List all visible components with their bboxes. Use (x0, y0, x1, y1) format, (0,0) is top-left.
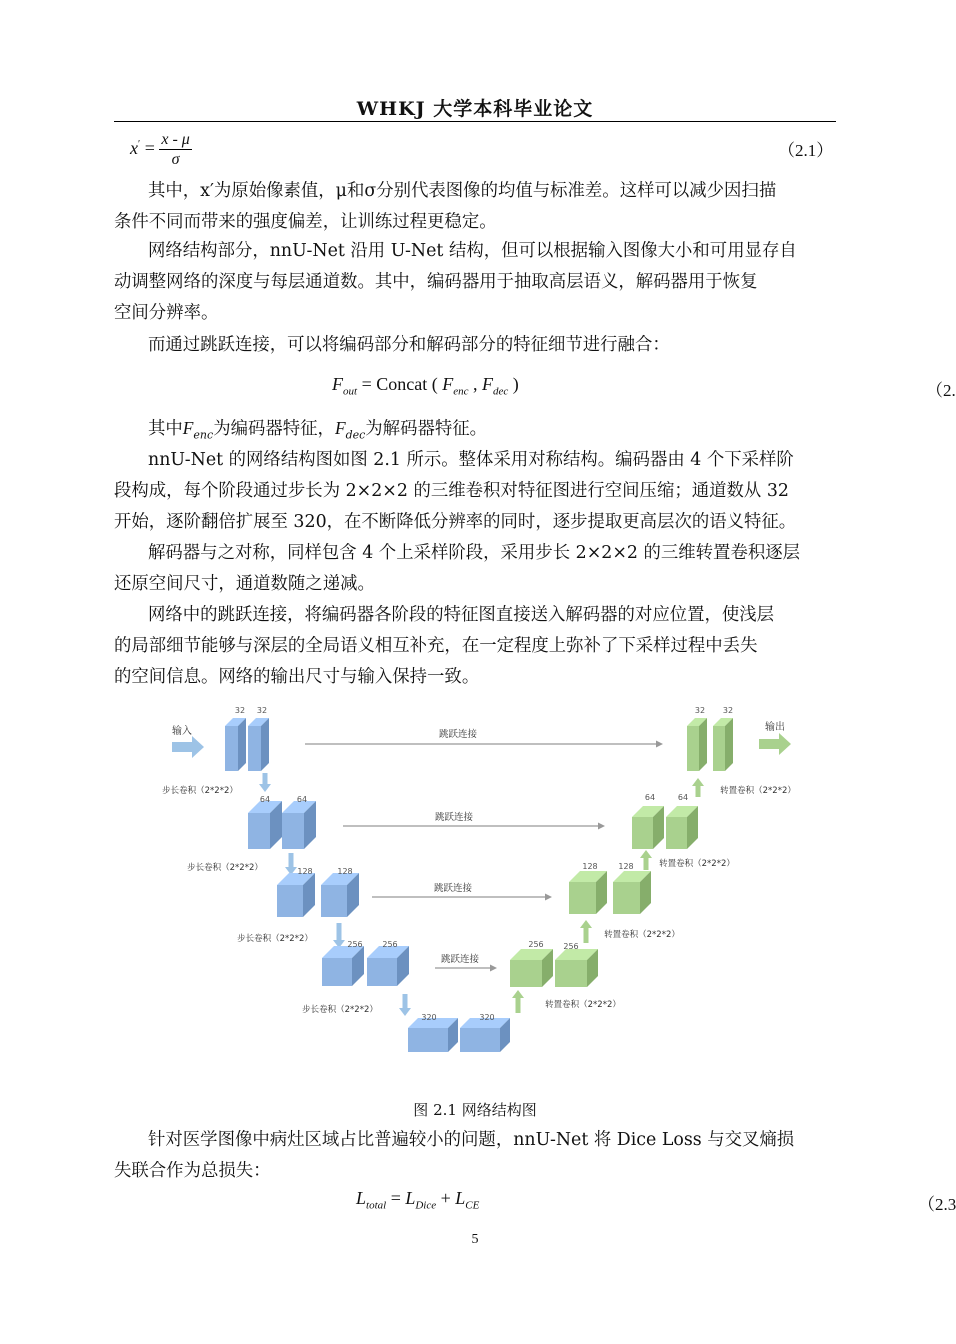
equation-2-2: $F_{out}$ = Concat ( $F_{enc}$ , $F_{dec}$ ) (332, 374, 519, 398)
skip-connection-arrow-head (545, 894, 552, 901)
decoder-block-2b (666, 817, 687, 849)
upsample-arrow-head (640, 850, 652, 858)
paragraph-line: 网络结构部分，nnU-Net 沿用 U-Net 结构，但可以根据输入图像大小和可用显存自 (148, 241, 797, 261)
downsample-arrow (263, 773, 268, 785)
decoder-block-4b (555, 960, 587, 987)
paragraph-line: 解码器与之对称，同样包含 4 个上采样阶段，采用步长 2×2×2 的三维转置卷积逐层 (148, 543, 801, 563)
encoder-channel-label: 256 (382, 940, 398, 949)
input-arrow (172, 736, 204, 758)
page-header-title: WHKJ 大学本科毕业论文 (356, 98, 594, 120)
paragraph-6 (114, 538, 838, 600)
encoder-channel-label: 128 (297, 867, 313, 876)
paragraph-line: 其中，x′为原始像素值，μ和σ分别代表图像的均值与标准差。这样可以减少因扫描 (148, 181, 777, 201)
decoder-channel-label: 256 (563, 942, 579, 951)
downsample-arrow-head (399, 1008, 411, 1016)
decoder-channel-label: 32 (694, 706, 706, 715)
encoder-block-4a (322, 958, 352, 986)
skip-connection-arrow-head (656, 741, 663, 748)
paragraph-2 (114, 236, 838, 329)
skip-connection-label: 跳跃连接 (433, 883, 473, 894)
network-architecture-figure (150, 700, 810, 1060)
paragraph-line: 而通过跳跃连接，可以将编码部分和解码部分的特征细节进行融合： (148, 335, 670, 355)
equation-2-1: x′ = $\frac{x - \mu}{\sigma}$ (130, 131, 190, 168)
paragraph-7 (114, 600, 838, 693)
decoder-channel-label: 64 (644, 793, 656, 802)
bottleneck-channel-label: 320 (421, 1013, 437, 1022)
paragraph-line: 空间分辨率。 (114, 303, 219, 323)
upsample-arrow (584, 927, 589, 943)
paragraph-line: nnU-Net 的网络结构图如图 2.1 所示。整体采用对称结构。编码器由 4 个下采样阶 (148, 450, 794, 470)
figure-caption: 图 2.1 网络结构图 (413, 1101, 537, 1119)
header-rule (114, 121, 836, 122)
encoder-block-2b (282, 813, 304, 849)
downsample-arrow (403, 994, 408, 1009)
equation-2-1-number: （2.1） (778, 141, 834, 160)
decoder-block-1b-side (725, 718, 733, 771)
encoder-block-1b-side (261, 718, 269, 771)
decoder-channel-label: 128 (618, 862, 634, 871)
skip-connection-arrow-head (598, 823, 605, 830)
downsample-arrow-head (259, 784, 271, 792)
paragraph-line: 段构成，每个阶段通过步长为 2×2×2 的三维卷积对特征图进行空间压缩；通道数从 32 (114, 481, 789, 501)
encoder-block-1a (225, 726, 238, 771)
decoder-channel-label: 128 (582, 862, 598, 871)
skip-connection-label: 跳跃连接 (438, 729, 478, 740)
upsample-arrow (516, 997, 521, 1013)
downsample-label: 步长卷积（2*2*2） (237, 934, 313, 944)
decoder-block-3b (613, 882, 640, 914)
bottleneck-block-a (408, 1028, 448, 1052)
encoder-channel-label: 128 (337, 867, 353, 876)
equation-2-3-number: （2.3 (918, 1195, 956, 1214)
paragraph-line: 条件不同而带来的强度偏差，让训练过程更稳定。 (114, 212, 497, 232)
decoder-block-1b (713, 726, 725, 771)
paragraph-line: 开始，逐阶翻倍扩展至 320，在不断降低分辨率的同时，逐步提取更高层次的语义特征。 (114, 512, 797, 532)
decoder-block-2a (632, 817, 653, 849)
upsample-arrow-head (692, 778, 704, 786)
upsample-label: 转置卷积（2*2*2） (545, 1000, 621, 1010)
paragraph-8 (114, 1125, 838, 1187)
paragraph-line: 的空间信息。网络的输出尺寸与输入保持一致。 (114, 667, 480, 687)
decoder-block-1a-side (699, 718, 707, 771)
encoder-channel-label: 32 (256, 706, 268, 715)
decoder-channel-label: 64 (677, 793, 689, 802)
encoder-block-1b (248, 726, 261, 771)
encoder-block-1a-side (238, 718, 246, 771)
downsample-arrow (289, 853, 294, 868)
decoder-block-1a (687, 726, 699, 771)
page-number: 5 (471, 1232, 479, 1247)
output-arrow (759, 733, 791, 755)
equation-2-2-number: （2. (926, 381, 956, 400)
downsample-label: 步长卷积（2*2*2） (187, 863, 263, 873)
skip-connection-label: 跳跃连接 (440, 954, 480, 965)
paragraph-line: 针对医学图像中病灶区域占比普遍较小的问题，nnU-Net 将 Dice Loss 与交叉熵损 (148, 1130, 795, 1150)
upsample-label: 转置卷积（2*2*2） (720, 786, 796, 796)
encoder-channel-label: 64 (259, 795, 271, 804)
bottleneck-block-b (460, 1028, 500, 1052)
decoder-channel-label: 32 (722, 706, 734, 715)
paragraph-line: 动调整网络的深度与每层通道数。其中，编码器用于抽取高层语义，解码器用于恢复 (114, 272, 758, 292)
bottleneck-channel-label: 320 (479, 1013, 495, 1022)
paragraph-line: 的局部细节能够与深层的全局语义相互补充，在一定程度上弥补了下采样过程中丢失 (114, 636, 758, 656)
paragraph-line: 其中$F_{enc}$为编码器特征，$F_{dec}$为解码器特征。 (148, 418, 488, 442)
decoder-channel-label: 256 (528, 940, 544, 949)
paragraph-3 (114, 330, 838, 361)
paragraph-1 (114, 176, 838, 238)
paragraph-line: 还原空间尺寸，通道数随之递减。 (114, 574, 375, 594)
decoder-block-3a (569, 882, 596, 914)
decoder-block-4a (510, 960, 542, 987)
downsample-label: 步长卷积（2*2*2） (302, 1005, 378, 1015)
downsample-arrow (337, 923, 342, 941)
downsample-label: 步长卷积（2*2*2） (162, 786, 238, 796)
paragraph-5 (114, 445, 838, 538)
input-label: 输入 (172, 726, 192, 737)
upsample-arrow (644, 857, 649, 870)
encoder-channel-label: 32 (234, 706, 246, 715)
encoder-block-2a (248, 813, 270, 849)
encoder-channel-label: 256 (347, 940, 363, 949)
paragraph-line: 网络中的跳跃连接，将编码器各阶段的特征图直接送入解码器的对应位置，使浅层 (148, 605, 775, 625)
skip-connection-arrow-head (490, 965, 497, 972)
output-label: 输出 (765, 722, 785, 733)
encoder-block-4b (367, 958, 397, 986)
encoder-channel-label: 64 (296, 795, 308, 804)
equation-2-3: $L_{total} = L_{Dice} + L_{CE}$ (356, 1188, 480, 1212)
encoder-block-3b (321, 885, 347, 917)
upsample-label: 转置卷积（2*2*2） (659, 859, 735, 869)
paragraph-line: 失联合作为总损失： (114, 1161, 271, 1181)
upsample-arrow-head (580, 920, 592, 928)
encoder-block-3a (277, 885, 303, 917)
upsample-label: 转置卷积（2*2*2） (604, 930, 680, 940)
upsample-arrow-head (512, 990, 524, 998)
skip-connection-label: 跳跃连接 (434, 812, 474, 823)
upsample-arrow (696, 785, 701, 797)
